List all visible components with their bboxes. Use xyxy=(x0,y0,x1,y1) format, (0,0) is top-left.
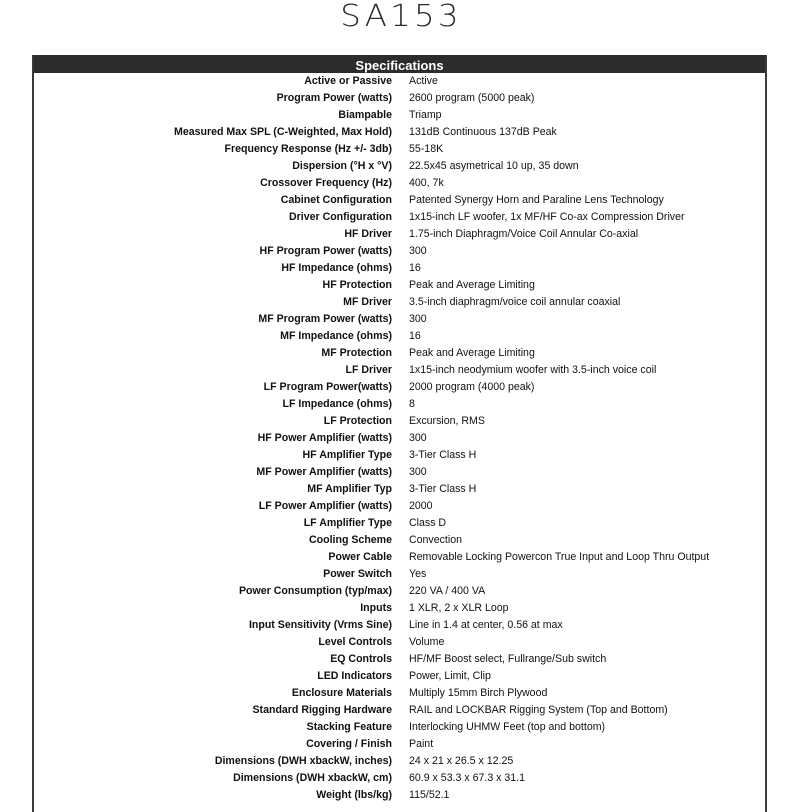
spec-value: 3-Tier Class H xyxy=(409,483,477,495)
spec-row xyxy=(34,702,765,719)
spec-value: Removable Locking Powercon True Input and Loop Thru Output xyxy=(409,551,710,563)
spec-label: LF Protection xyxy=(323,415,392,427)
spec-label: EQ Controls xyxy=(330,653,392,665)
spec-label: Enclosure Materials xyxy=(291,687,392,699)
spec-label: MF Amplifier Typ xyxy=(307,483,392,495)
spec-value: 24 x 21 x 26.5 x 12.25 xyxy=(409,755,514,767)
spec-row xyxy=(34,566,765,583)
spec-row xyxy=(34,328,765,345)
spec-label: MF Protection xyxy=(321,347,392,359)
spec-value: Peak and Average Limiting xyxy=(409,279,535,291)
spec-value: Interlocking UHMW Feet (top and bottom) xyxy=(409,721,606,733)
spec-row xyxy=(34,549,765,566)
spec-label: Standard Rigging Hardware xyxy=(252,704,392,716)
spec-value: 115/52.1 xyxy=(409,789,450,801)
spec-row xyxy=(34,175,765,192)
spec-label: Cooling Scheme xyxy=(309,534,392,546)
spec-row xyxy=(34,464,765,481)
spec-row xyxy=(34,583,765,600)
spec-label: Program Power (watts) xyxy=(276,92,392,104)
spec-value: Class D xyxy=(409,517,447,529)
spec-value: Peak and Average Limiting xyxy=(409,347,535,359)
spec-label: Input Sensitivity (Vrms Sine) xyxy=(248,619,392,631)
spec-value: Volume xyxy=(409,636,445,648)
spec-label: LF Driver xyxy=(345,364,392,376)
spec-label: HF Driver xyxy=(344,228,392,240)
spec-value: 60.9 x 53.3 x 67.3 x 31.1 xyxy=(409,772,526,784)
spec-row xyxy=(34,294,765,311)
spec-label: HF Impedance (ohms) xyxy=(281,262,392,274)
spec-row xyxy=(34,345,765,362)
spec-row xyxy=(34,600,765,617)
spec-value: 400, 7k xyxy=(409,177,444,189)
spec-row xyxy=(34,770,765,787)
spec-row xyxy=(34,736,765,753)
spec-row xyxy=(34,362,765,379)
specifications-header: Specifications xyxy=(34,55,765,73)
spec-row xyxy=(34,617,765,634)
spec-label: HF Protection xyxy=(322,279,392,291)
spec-value: 3-Tier Class H xyxy=(409,449,477,461)
spec-label: Power Cable xyxy=(328,551,392,563)
spec-row xyxy=(34,226,765,243)
spec-value: Multiply 15mm Birch Plywood xyxy=(409,687,548,699)
spec-value: 22.5x45 asymetrical 10 up, 35 down xyxy=(409,160,579,172)
spec-label: Biampable xyxy=(338,109,392,121)
spec-label: Cabinet Configuration xyxy=(280,194,392,206)
spec-row xyxy=(34,379,765,396)
spec-label: Dimensions (DWH xbackW, cm) xyxy=(233,772,392,784)
spec-value: 1.75-inch Diaphragm/Voice Coil Annular Co-axial xyxy=(409,228,639,240)
spec-label: Power Consumption (typ/max) xyxy=(238,585,392,597)
spec-row xyxy=(34,141,765,158)
spec-label: Crossover Frequency (Hz) xyxy=(260,177,392,189)
spec-label: HF Power Amplifier (watts) xyxy=(257,432,392,444)
spec-row xyxy=(34,192,765,209)
spec-label: LF Power Amplifier (watts) xyxy=(258,500,392,512)
spec-row xyxy=(34,158,765,175)
spec-value: Yes xyxy=(409,568,427,580)
spec-row xyxy=(34,634,765,651)
spec-label: MF Power Amplifier (watts) xyxy=(256,466,392,478)
spec-value: 2600 program (5000 peak) xyxy=(409,92,535,104)
spec-row xyxy=(34,209,765,226)
spec-label: Inputs xyxy=(360,602,392,614)
spec-row xyxy=(34,90,765,107)
spec-row xyxy=(34,787,765,804)
spec-row xyxy=(34,481,765,498)
spec-label: Dimensions (DWH xbackW, inches) xyxy=(214,755,392,767)
spec-row xyxy=(34,73,765,90)
spec-row xyxy=(34,396,765,413)
spec-label: HF Amplifier Type xyxy=(302,449,392,461)
spec-row xyxy=(34,107,765,124)
spec-row xyxy=(34,124,765,141)
spec-value: HF/MF Boost select, Fullrange/Sub switch xyxy=(409,653,607,665)
spec-label: LED Indicators xyxy=(317,670,392,682)
spec-label: Level Controls xyxy=(318,636,392,648)
spec-row xyxy=(34,532,765,549)
specifications-table xyxy=(32,55,767,812)
spec-value: 1x15-inch neodymium woofer with 3.5-inch voice coil xyxy=(409,364,657,376)
spec-value: 3.5-inch diaphragm/voice coil annular coaxial xyxy=(409,296,621,308)
spec-label: MF Driver xyxy=(343,296,392,308)
spec-value: 16 xyxy=(409,330,421,342)
spec-label: MF Impedance (ohms) xyxy=(280,330,392,342)
spec-value: 55-18K xyxy=(409,143,444,155)
spec-value: 300 xyxy=(409,466,427,478)
spec-label: Weight (lbs/kg) xyxy=(316,789,392,801)
spec-label: Driver Configuration xyxy=(289,211,392,223)
spec-value: 220 VA / 400 VA xyxy=(409,585,486,597)
spec-value: 300 xyxy=(409,245,427,257)
spec-row xyxy=(34,498,765,515)
spec-label: MF Program Power (watts) xyxy=(258,313,392,325)
spec-row xyxy=(34,413,765,430)
spec-value: 8 xyxy=(409,398,415,410)
spec-row xyxy=(34,447,765,464)
spec-value: 300 xyxy=(409,432,427,444)
spec-value: 2000 xyxy=(409,500,433,512)
spec-value: Convection xyxy=(409,534,462,546)
spec-label: LF Program Power(watts) xyxy=(263,381,392,393)
spec-label: Dispersion (°H x °V) xyxy=(292,160,392,172)
spec-row xyxy=(34,243,765,260)
spec-value: Line in 1.4 at center, 0.56 at max xyxy=(409,619,563,631)
spec-label: Measured Max SPL (C-Weighted, Max Hold) xyxy=(174,126,392,138)
spec-value: Excursion, RMS xyxy=(409,415,485,427)
spec-value: Paint xyxy=(409,738,434,750)
spec-value: 2000 program (4000 peak) xyxy=(409,381,535,393)
spec-row xyxy=(34,311,765,328)
spec-value: Triamp xyxy=(409,109,442,121)
spec-rows xyxy=(34,73,765,804)
spec-label: LF Amplifier Type xyxy=(303,517,392,529)
product-logo: SA153 xyxy=(340,0,462,34)
spec-row xyxy=(34,753,765,770)
spec-value: Active xyxy=(409,75,438,87)
spec-row xyxy=(34,668,765,685)
spec-label: Stacking Feature xyxy=(306,721,392,733)
spec-row xyxy=(34,430,765,447)
spec-row xyxy=(34,260,765,277)
spec-label: Covering / Finish xyxy=(306,738,392,750)
spec-row xyxy=(34,515,765,532)
spec-row xyxy=(34,685,765,702)
spec-row xyxy=(34,277,765,294)
spec-value: Power, Limit, Clip xyxy=(409,670,491,682)
spec-label: LF Impedance (ohms) xyxy=(282,398,392,410)
spec-value: 16 xyxy=(409,262,421,274)
spec-label: Active or Passive xyxy=(304,75,392,87)
spec-row xyxy=(34,719,765,736)
spec-label: Frequency Response (Hz +/- 3db) xyxy=(224,143,392,155)
spec-value: 300 xyxy=(409,313,427,325)
spec-value: Patented Synergy Horn and Paraline Lens Technology xyxy=(409,194,664,206)
spec-value: RAIL and LOCKBAR Rigging System (Top and Bottom) xyxy=(409,704,668,716)
spec-value: 1 XLR, 2 x XLR Loop xyxy=(409,602,509,614)
spec-value: 131dB Continuous 137dB Peak xyxy=(409,126,557,138)
spec-value: 1x15-inch LF woofer, 1x MF/HF Co-ax Compression Driver xyxy=(409,211,685,223)
spec-label: HF Program Power (watts) xyxy=(259,245,392,257)
spec-label: Power Switch xyxy=(323,568,392,580)
spec-row xyxy=(34,651,765,668)
